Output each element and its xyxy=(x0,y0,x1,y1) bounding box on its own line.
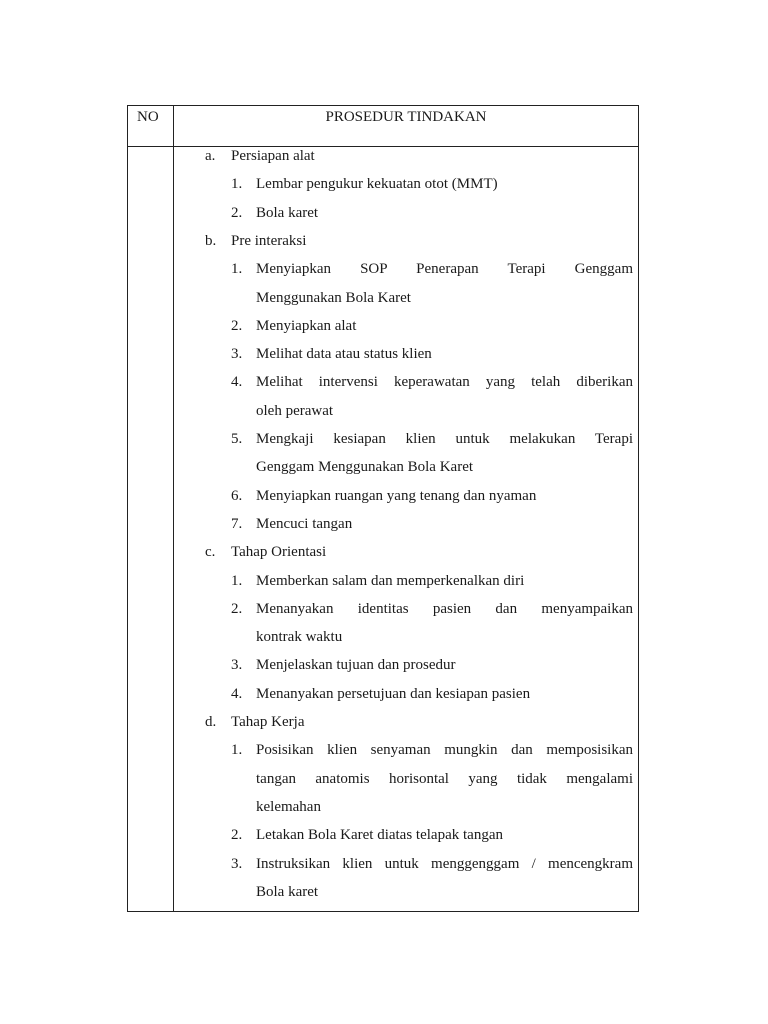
section-letter: a. xyxy=(205,148,216,164)
list-item-number: 3. xyxy=(231,346,243,363)
list-item-number: 3. xyxy=(231,855,243,872)
list-item-text: Posisikan klien senyaman mungkin dan memposisikan xyxy=(256,742,633,759)
list-item-text: Letakan Bola Karet diatas telapak tangan xyxy=(256,827,503,844)
section-letter: d. xyxy=(205,714,217,730)
list-item-text: Melihat data atau status klien xyxy=(256,346,432,363)
list-item-text: Menjelaskan tujuan dan prosedur xyxy=(256,657,456,674)
list-item-text: Menggunakan Bola Karet xyxy=(256,289,411,306)
list-item-text: Lembar pengukur kekuatan otot (MMT) xyxy=(256,176,498,193)
list-item-number: 1. xyxy=(231,572,243,589)
list-item-text: Menyiapkan alat xyxy=(256,317,357,334)
list-item-text: Mengkaji kesiapan klien untuk melakukan Terapi xyxy=(256,431,633,447)
column-divider xyxy=(173,106,174,911)
list-item-text: Menyiapkan SOP Penerapan Terapi Genggam xyxy=(256,261,633,278)
list-item-number: 4. xyxy=(231,374,243,391)
list-item-number: 7. xyxy=(231,515,243,532)
list-item-text: Menanyakan identitas pasien dan menyampaikan xyxy=(256,600,633,617)
list-item-text: Menyiapkan ruangan yang tenang dan nyaman xyxy=(256,487,537,504)
list-item-number: 2. xyxy=(231,827,243,844)
list-item-text: Menanyakan persetujuan dan kesiapan pasien xyxy=(256,685,531,702)
list-item-text: Genggam Menggunakan Bola Karet xyxy=(256,459,474,476)
section-title: Persiapan alat xyxy=(231,148,315,164)
header-no: NO xyxy=(137,109,159,125)
list-item-text: Mencuci tangan xyxy=(256,515,353,532)
list-item-text: Instruksikan klien untuk menggenggam / mencengkram xyxy=(256,855,633,872)
list-item-text: kontrak waktu xyxy=(256,629,343,646)
section-title: Pre interaksi xyxy=(231,232,307,249)
procedure-table xyxy=(127,105,639,912)
list-item-number: 2. xyxy=(231,317,243,334)
section-title: Tahap Orientasi xyxy=(231,544,327,561)
list-item-number: 1. xyxy=(231,742,243,759)
list-item-text: Melihat intervensi keperawatan yang telah diberikan xyxy=(256,374,633,391)
list-item-number: 2. xyxy=(231,204,243,221)
list-item-number: 6. xyxy=(231,487,243,504)
list-item-number: 1. xyxy=(231,176,243,193)
list-item-text: Memberkan salam dan memperkenalkan diri xyxy=(256,572,525,589)
list-item-number: 2. xyxy=(231,600,243,617)
list-item-text: Bola karet xyxy=(256,204,319,221)
section-title: Tahap Kerja xyxy=(231,714,305,730)
list-item-text: Bola karet xyxy=(256,883,319,900)
list-item-number: 4. xyxy=(231,685,243,702)
header-procedure: PROSEDUR TINDAKAN xyxy=(325,109,487,125)
list-item-text: kelemahan xyxy=(256,798,321,815)
list-item-text: tangan anatomis horisontal yang tidak mengalami xyxy=(256,770,633,787)
list-item-number: 5. xyxy=(231,431,243,447)
section-letter: c. xyxy=(205,544,216,561)
list-item-number: 3. xyxy=(231,657,243,674)
list-item-number: 1. xyxy=(231,261,243,278)
list-item-text: oleh perawat xyxy=(256,402,334,419)
section-letter: b. xyxy=(205,232,217,249)
